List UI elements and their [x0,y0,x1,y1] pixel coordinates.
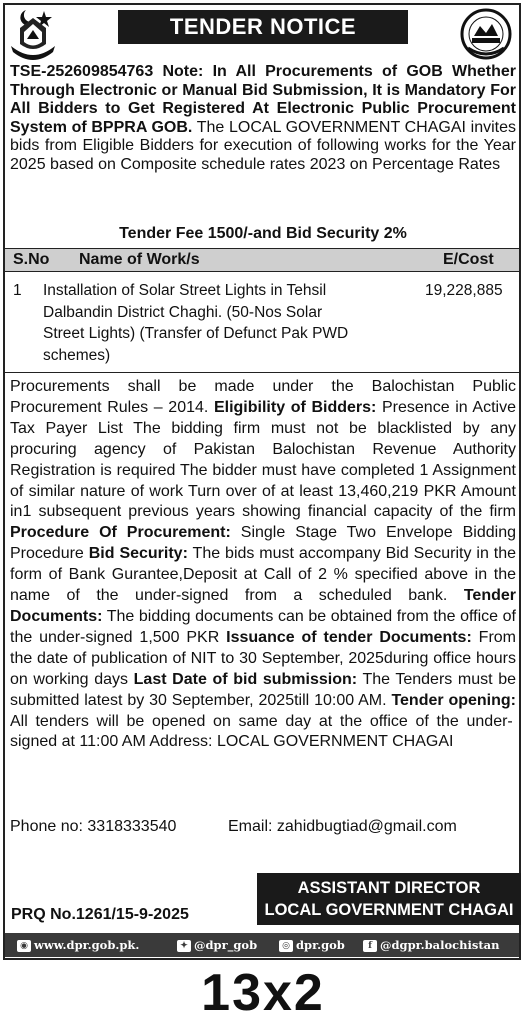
text: The Tenders must be submitted latest by 30 September, 2025till 10:00 AM. [10,670,517,709]
heading-tender-documents: Tender Documents: [10,587,516,625]
footer-website [17,938,139,952]
heading-procedure: Procedure Of Procurement: [10,524,231,542]
instagram-icon: ◎ [279,940,293,952]
heading-eligibility: Eligibility of Bidders: [213,398,377,416]
footer-instagram-text: dpr.gob [296,938,345,952]
designation-office: LOCAL GOVERNMENT CHAGAI [264,901,514,919]
text: Procurements shall be made under the Balochistan Public Procurement Rules – 2014. [10,378,516,416]
dgpr-footer-bar [5,933,519,957]
table-row [5,278,519,370]
designation-title: ASSISTANT DIRECTOR [297,879,481,897]
dgpr-seal-logo [458,6,512,62]
globe-icon: ◉ [17,940,31,952]
phone-number: Phone no: 3318333540 [10,818,177,835]
conditions-paragraph [10,377,516,753]
row-sno: 1 [13,282,22,299]
heading-bid-security: Bid Security: [88,545,188,563]
works-table-header [5,248,519,272]
email-address: Email: zahidbugtiad@gmail.com [228,818,457,835]
heading-tender-opening: Tender opening: [391,691,517,709]
designation-box [257,873,521,925]
header-name-of-work: Name of Work/s [79,251,200,268]
text: The bids must accompany Bid Security in the form of Bank Gurantee,Deposit at Call of 2 % specified above in the name of the under-signed from a scheduled bank. [10,545,517,605]
prq-number: PRQ No.1261/15-9-2025 [11,906,189,923]
tse-note: TSE-252609854763 Note: In All Procurements of GOB Whether Through Electronic or Manual Bid Submission, It is Mandatory For All Bidders to Get Registered At Electronic Public Procurement System of BPPRA GOB. [10,63,516,136]
tender-notice-banner: TENDER NOTICE [118,10,408,44]
invitation-text: The LOCAL GOVERNMENT CHAGAI invites bids from Eligible Bidders for execution of following works for the Year 2025 based on Composite schedule rates 2023 on Percentage Rates [10,118,516,173]
footer-website-text: www.dpr.gob.pk. [34,938,140,952]
intro-paragraph [10,63,516,175]
text: From the date of publication of NIT to 30 September, 2025during office hours on working days [10,628,517,688]
row-work-name: Installation of Solar Street Lights in Tehsil Dalbandin District Chaghi. (50-Nos Solar Street Lights) (Transfer of Defunct Pak PWD schemes) [43,282,349,364]
footer-twitter [177,938,257,952]
twitter-icon: ✦ [177,940,191,952]
text: Presence in Active Tax Payer List The bidding firm must not be blacklisted by any procuring agency of Pakistan Balochistan Revenue Authority Registration is required The bidder must have completed 1 Assignment of similar nature of work Turn over of at least 13,460,219 PKR Amount in1 subsequent previous years showing financial capacity of the firm [10,398,516,521]
heading-last-date: Last Date of bid submission: [133,670,358,688]
ad-size-label: 13x2 [201,964,325,1022]
footer-facebook-text: @dgpr.balochistan [380,938,500,952]
heading-issuance: Issuance of tender Documents: [226,628,472,646]
footer-instagram [279,938,345,952]
row-ecost: 19,228,885 [425,282,503,299]
header-ecost: E/Cost [443,251,494,268]
footer-twitter-text: @dpr_gob [194,938,258,952]
header-sno: S.No [13,251,50,268]
tender-fee-line: Tender Fee 1500/-and Bid Security 2% [119,225,407,242]
text: Single Stage Two Envelope Bidding Procedure [10,524,516,563]
balochistan-emblem-logo [6,6,60,62]
table-divider [5,372,519,373]
facebook-icon: f [363,940,377,952]
text: All tenders will be opened on same day at the office of the under-signed at 11:00 AM Address: LOCAL GOVERNMENT CHAGAI [10,712,513,751]
footer-facebook [363,938,500,952]
text: The bidding documents can be obtained from the office of the under-signed 1,500 PKR [10,607,516,646]
